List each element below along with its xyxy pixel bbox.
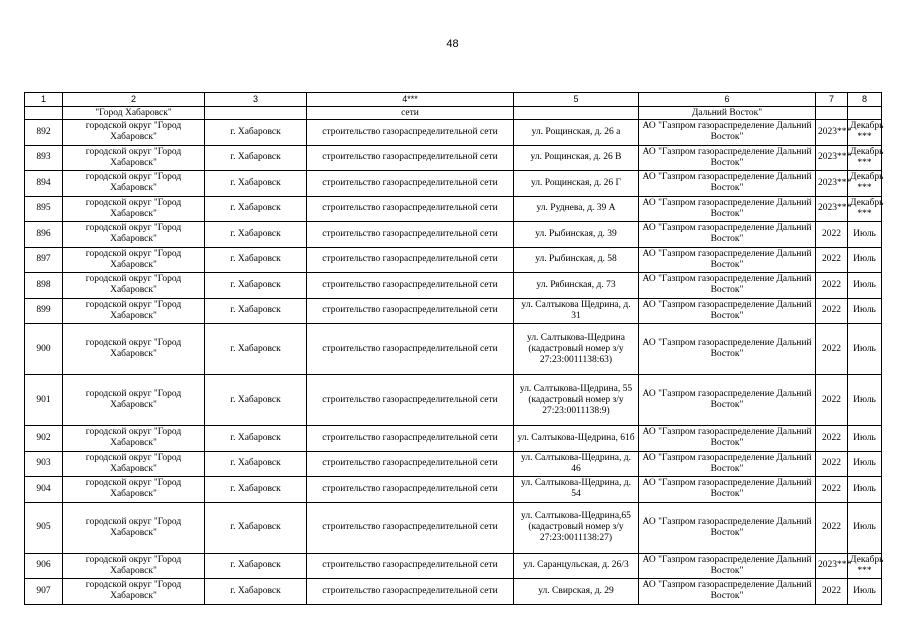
- table-cell: АО "Газпром газораспределение Дальний Восток": [639, 477, 816, 503]
- table-cell: г. Хабаровск: [205, 273, 307, 299]
- table-cell: ул. Салтыкова-Щедрина, 61б: [514, 426, 639, 452]
- table-row: [25, 120, 882, 146]
- table-cell: 2022: [816, 477, 848, 503]
- table-cell: строительство газораспределительной сети: [307, 426, 514, 452]
- header-cell: 1: [25, 93, 63, 107]
- table-cell: Июль: [848, 477, 882, 503]
- table-cell: г. Хабаровск: [205, 502, 307, 553]
- table-cell: Июль: [848, 324, 882, 375]
- table-cell: Июль: [848, 502, 882, 553]
- table-cell: АО "Газпром газораспределение Дальний Восток": [639, 426, 816, 452]
- table-cell: ул. Салтыкова-Щедрина,65 (кадастровый номер з/у 27:23:0011138:27): [514, 502, 639, 553]
- table-cell: городской округ "Город Хабаровск": [63, 451, 205, 477]
- table-cell: городской округ "Город Хабаровск": [63, 553, 205, 579]
- table-cell: 2022: [816, 579, 848, 605]
- table-cell: 901: [25, 375, 63, 426]
- table-cell: строительство газораспределительной сети: [307, 145, 514, 171]
- table-cell: Декабрь ***: [848, 553, 882, 579]
- table-cell: АО "Газпром газораспределение Дальний Восток": [639, 273, 816, 299]
- table-cell: АО "Газпром газораспределение Дальний Восток": [639, 324, 816, 375]
- table-cell: АО "Газпром газораспределение Дальний Восток": [639, 579, 816, 605]
- table-row: [25, 196, 882, 222]
- table-row: [25, 298, 882, 324]
- header-cell: 7: [816, 93, 848, 107]
- table-row: [25, 579, 882, 605]
- table-cell: АО "Газпром газораспределение Дальний Восток": [639, 145, 816, 171]
- table-cell: 2023***: [816, 171, 848, 197]
- table-cell: ул. Салтыкова-Щедрина, 55 (кадастровый номер з/у 27:23:0011138:9): [514, 375, 639, 426]
- header-cell: 3: [205, 93, 307, 107]
- table-cell: АО "Газпром газораспределение Дальний Восток": [639, 553, 816, 579]
- table-header-row: [25, 93, 882, 107]
- table-cell: ул. Свирская, д. 29: [514, 579, 639, 605]
- table-cell: ул. Рощинская, д. 26 а: [514, 120, 639, 146]
- table-cell: городской округ "Город Хабаровск": [63, 196, 205, 222]
- table-cell: городской округ "Город Хабаровск": [63, 579, 205, 605]
- table-cell: АО "Газпром газораспределение Дальний Восток": [639, 451, 816, 477]
- table-cell: Июль: [848, 375, 882, 426]
- table-cell: строительство газораспределительной сети: [307, 477, 514, 503]
- table-cell: строительство газораспределительной сети: [307, 451, 514, 477]
- table-cell: г. Хабаровск: [205, 375, 307, 426]
- table-cell: Дальний Восток": [639, 107, 816, 120]
- table-row: [25, 273, 882, 299]
- table-cell: АО "Газпром газораспределение Дальний Восток": [639, 222, 816, 248]
- table-cell: Декабрь ***: [848, 171, 882, 197]
- table-cell: ул. Рябинская, д. 73: [514, 273, 639, 299]
- table-cell: АО "Газпром газораспределение Дальний Восток": [639, 502, 816, 553]
- table-cell: Декабрь ***: [848, 196, 882, 222]
- table-row: [25, 247, 882, 273]
- table-cell: "Город Хабаровск": [63, 107, 205, 120]
- table-cell: Июль: [848, 273, 882, 299]
- table-cell: 900: [25, 324, 63, 375]
- table-cell: Июль: [848, 222, 882, 248]
- table-cell: 2022: [816, 247, 848, 273]
- table-cell: строительство газораспределительной сети: [307, 553, 514, 579]
- table-cell: г. Хабаровск: [205, 451, 307, 477]
- table-cell: г. Хабаровск: [205, 171, 307, 197]
- table-cell: г. Хабаровск: [205, 324, 307, 375]
- table-cell: 2023***: [816, 553, 848, 579]
- table-cell: АО "Газпром газораспределение Дальний Восток": [639, 298, 816, 324]
- header-cell: 5: [514, 93, 639, 107]
- continuation-row: [25, 107, 882, 120]
- header-cell: 8: [848, 93, 882, 107]
- header-cell: 4***: [307, 93, 514, 107]
- table-cell: городской округ "Город Хабаровск": [63, 426, 205, 452]
- table-cell: ул. Салтыкова Щедрина, д. 31: [514, 298, 639, 324]
- table-cell: [848, 107, 882, 120]
- table-cell: г. Хабаровск: [205, 579, 307, 605]
- table-row: [25, 451, 882, 477]
- table-cell: городской округ "Город Хабаровск": [63, 324, 205, 375]
- table-cell: городской округ "Город Хабаровск": [63, 145, 205, 171]
- table-cell: 2022: [816, 273, 848, 299]
- table-row: [25, 375, 882, 426]
- table-cell: ул. Рыбинская, д. 58: [514, 247, 639, 273]
- table-cell: городской округ "Город Хабаровск": [63, 502, 205, 553]
- table-cell: АО "Газпром газораспределение Дальний Восток": [639, 375, 816, 426]
- table-cell: г. Хабаровск: [205, 120, 307, 146]
- table-cell: г. Хабаровск: [205, 426, 307, 452]
- table-cell: ул. Салтыкова-Щедрина (кадастровый номер з/у 27:23:0011138:63): [514, 324, 639, 375]
- page-number: 48: [446, 38, 459, 50]
- table-row: [25, 426, 882, 452]
- table-cell: 2022: [816, 426, 848, 452]
- table-cell: АО "Газпром газораспределение Дальний Восток": [639, 120, 816, 146]
- table-cell: ул. Салтыкова-Щедрина, д. 46: [514, 451, 639, 477]
- table-row: [25, 145, 882, 171]
- table-cell: Июль: [848, 298, 882, 324]
- table-cell: строительство газораспределительной сети: [307, 324, 514, 375]
- table-cell: Июль: [848, 247, 882, 273]
- table-row: [25, 502, 882, 553]
- table-cell: 2022: [816, 324, 848, 375]
- table-cell: Июль: [848, 426, 882, 452]
- table-cell: ул. Саранцульская, д. 26/3: [514, 553, 639, 579]
- table-cell: строительство газораспределительной сети: [307, 222, 514, 248]
- table-cell: 897: [25, 247, 63, 273]
- table-cell: строительство газораспределительной сети: [307, 247, 514, 273]
- table-cell: АО "Газпром газораспределение Дальний Восток": [639, 196, 816, 222]
- table-cell: строительство газораспределительной сети: [307, 579, 514, 605]
- table-cell: 2023***: [816, 196, 848, 222]
- table-row: [25, 324, 882, 375]
- table-cell: 892: [25, 120, 63, 146]
- table-cell: [25, 107, 63, 120]
- table-cell: ул. Руднева, д. 39 А: [514, 196, 639, 222]
- table-cell: ул. Рощинская, д. 26 Г: [514, 171, 639, 197]
- table-cell: ул. Рощинская, д. 26 В: [514, 145, 639, 171]
- header-cell: 6: [639, 93, 816, 107]
- table-cell: 2022: [816, 222, 848, 248]
- table-cell: строительство газораспределительной сети: [307, 502, 514, 553]
- table-cell: городской округ "Город Хабаровск": [63, 120, 205, 146]
- table-row: [25, 477, 882, 503]
- table-cell: 2023***: [816, 120, 848, 146]
- table-cell: АО "Газпром газораспределение Дальний Восток": [639, 171, 816, 197]
- objects-table: [24, 92, 882, 605]
- table-cell: Декабрь ***: [848, 145, 882, 171]
- table-cell: 902: [25, 426, 63, 452]
- table-cell: г. Хабаровск: [205, 196, 307, 222]
- table-cell: 899: [25, 298, 63, 324]
- table-cell: 2023***: [816, 145, 848, 171]
- table-cell: 2022: [816, 375, 848, 426]
- table-cell: г. Хабаровск: [205, 222, 307, 248]
- table-cell: строительство газораспределительной сети: [307, 298, 514, 324]
- table-cell: 907: [25, 579, 63, 605]
- table-cell: г. Хабаровск: [205, 477, 307, 503]
- table-row: [25, 222, 882, 248]
- table-cell: строительство газораспределительной сети: [307, 375, 514, 426]
- table-cell: 904: [25, 477, 63, 503]
- table-cell: 894: [25, 171, 63, 197]
- table-cell: Июль: [848, 579, 882, 605]
- table-cell: Декабрь ***: [848, 120, 882, 146]
- table-cell: ул. Рыбинская, д. 39: [514, 222, 639, 248]
- table-cell: городской округ "Город Хабаровск": [63, 247, 205, 273]
- table-cell: 905: [25, 502, 63, 553]
- table-cell: г. Хабаровск: [205, 298, 307, 324]
- table-cell: городской округ "Город Хабаровск": [63, 273, 205, 299]
- table-cell: городской округ "Город Хабаровск": [63, 375, 205, 426]
- table-cell: г. Хабаровск: [205, 553, 307, 579]
- table-cell: городской округ "Город Хабаровск": [63, 222, 205, 248]
- table-cell: 906: [25, 553, 63, 579]
- table-cell: городской округ "Город Хабаровск": [63, 477, 205, 503]
- table-cell: 2022: [816, 502, 848, 553]
- table-cell: ул. Салтыкова-Щедрина, д. 54: [514, 477, 639, 503]
- table-cell: [514, 107, 639, 120]
- table-cell: 895: [25, 196, 63, 222]
- table-cell: АО "Газпром газораспределение Дальний Восток": [639, 247, 816, 273]
- table-cell: строительство газораспределительной сети: [307, 273, 514, 299]
- table-cell: строительство газораспределительной сети: [307, 171, 514, 197]
- table-cell: строительство газораспределительной сети: [307, 120, 514, 146]
- table-cell: 896: [25, 222, 63, 248]
- table-cell: 2022: [816, 298, 848, 324]
- table-cell: городской округ "Город Хабаровск": [63, 171, 205, 197]
- header-cell: 2: [63, 93, 205, 107]
- table-cell: 898: [25, 273, 63, 299]
- table-cell: строительство газораспределительной сети: [307, 196, 514, 222]
- table-cell: Июль: [848, 451, 882, 477]
- table-cell: 893: [25, 145, 63, 171]
- table-cell: 903: [25, 451, 63, 477]
- table-cell: городской округ "Город Хабаровск": [63, 298, 205, 324]
- table-cell: [816, 107, 848, 120]
- table-cell: 2022: [816, 451, 848, 477]
- table-cell: г. Хабаровск: [205, 145, 307, 171]
- table-row: [25, 171, 882, 197]
- table-cell: сети: [307, 107, 514, 120]
- table-row: [25, 553, 882, 579]
- table-cell: [205, 107, 307, 120]
- table-cell: г. Хабаровск: [205, 247, 307, 273]
